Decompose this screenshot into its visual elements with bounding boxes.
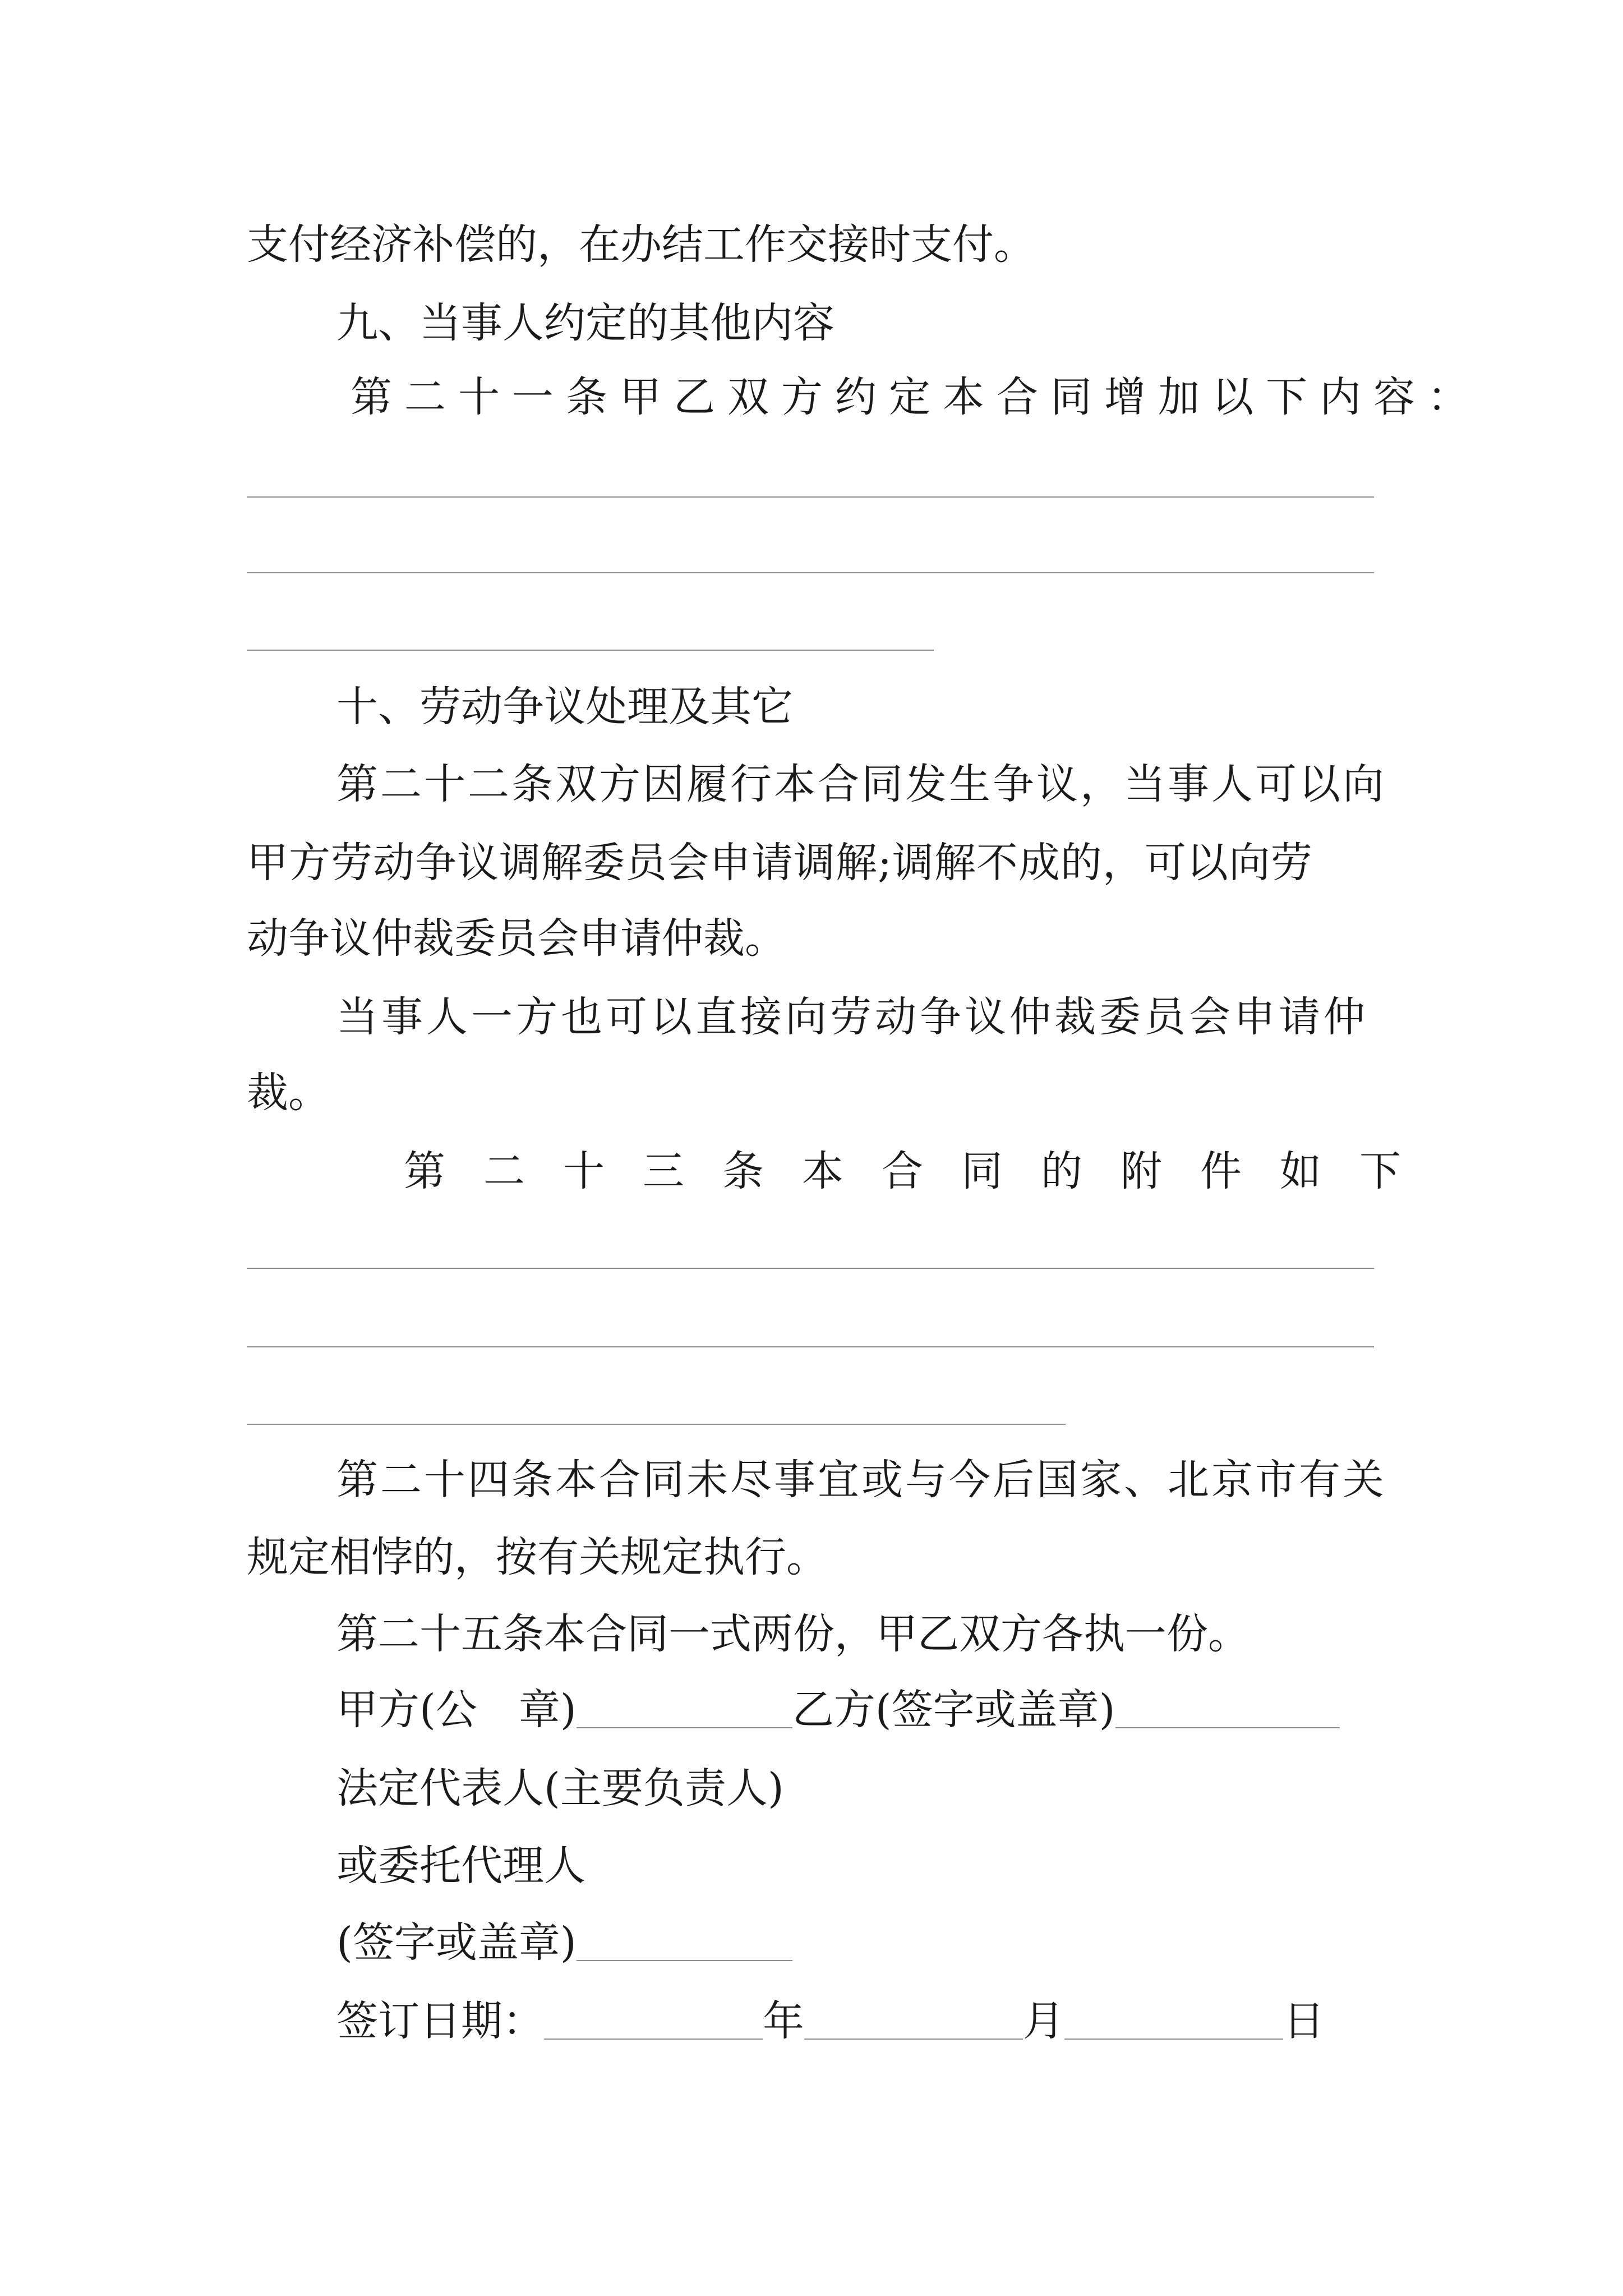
day-label: 日: [1283, 1997, 1325, 2045]
agent-signature-line: [336, 1916, 792, 1970]
year-label: 年: [763, 1997, 804, 2045]
fill-in-line: [247, 572, 1374, 573]
fill-in-line: [247, 1346, 1374, 1347]
article-24-line: 第二十四条本合同未尽事宜或与今后国家、北京市有关: [336, 1456, 1386, 1504]
article-22-line: 动争议仲裁委员会申请仲裁。: [247, 914, 786, 963]
section-heading-nine: 九、当事人约定的其他内容: [336, 299, 834, 347]
fill-in-line: [247, 650, 934, 651]
fill-in-line: [247, 1268, 1374, 1269]
month-blank[interactable]: [804, 2039, 1023, 2040]
party-a-label: 甲方(公 章): [336, 1686, 577, 1734]
signing-date-line: [336, 1994, 1325, 2048]
legal-representative-label: 法定代表人(主要负责人): [336, 1764, 784, 1812]
paragraph-line: 裁。: [247, 1069, 330, 1117]
party-a-signature-blank[interactable]: [577, 1727, 792, 1728]
fill-in-line: [247, 1424, 1066, 1425]
sign-label: (签字或盖章): [336, 1918, 577, 1967]
fill-in-line: [247, 496, 1374, 498]
signature-parties-line: [336, 1683, 1340, 1737]
agent-signature-blank[interactable]: [577, 1960, 792, 1961]
agent-label: 或委托代理人: [336, 1842, 585, 1890]
day-blank[interactable]: [1064, 2039, 1283, 2040]
article-22-line: 甲方劳动争议调解委员会申请调解;调解不成的，可以向劳: [247, 839, 1313, 887]
month-label: 月: [1023, 1997, 1064, 2045]
paragraph-line: 支付经济补偿的，在办结工作交接时支付。: [247, 220, 1035, 269]
article-22-line: 第二十二条双方因履行本合同发生争议，当事人可以向: [336, 760, 1386, 808]
party-b-label: 乙方(签字或盖章): [792, 1686, 1115, 1734]
year-blank[interactable]: [544, 2039, 763, 2040]
section-heading-ten: 十、劳动争议处理及其它: [336, 683, 793, 731]
date-label: 签订日期：: [336, 1997, 544, 2045]
article-25: 第二十五条本合同一式两份，甲乙双方各执一份。: [336, 1610, 1249, 1658]
paragraph-line: 当事人一方也可以直接向劳动争议仲裁委员会申请仲: [336, 993, 1368, 1041]
article-23: 第二十三条本合同的附件如下: [404, 1147, 1439, 1195]
article-24-line: 规定相悖的，按有关规定执行。: [247, 1533, 828, 1581]
party-b-signature-blank[interactable]: [1115, 1727, 1340, 1728]
article-21: [351, 370, 1481, 424]
article-21-text: 第二十一条甲乙双方约定本合同增加以下内容：: [351, 373, 1481, 421]
